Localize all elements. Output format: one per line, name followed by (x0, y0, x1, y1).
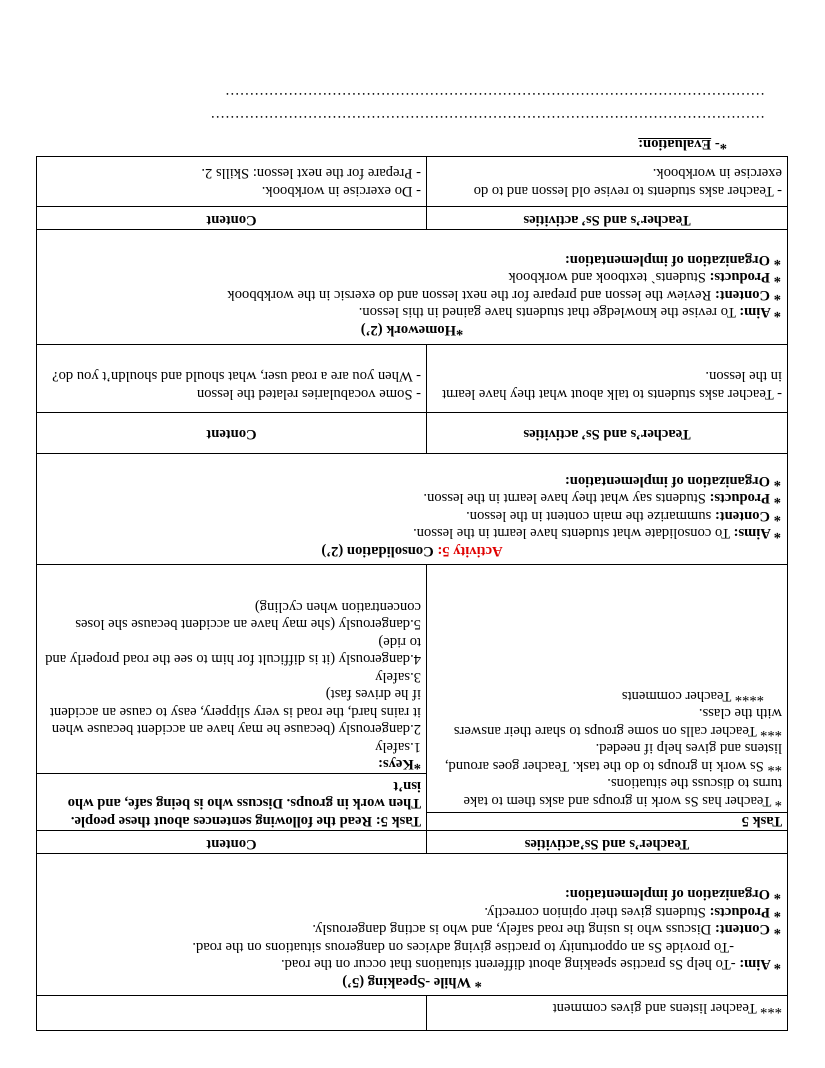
cons-products: Students say what they have learnt in the lesson. (423, 490, 706, 507)
cons-content: summarize the main content in the lesson. (466, 508, 712, 524)
task5-table (36, 564, 788, 854)
hw-header-left: Teacher’s and Ss’ activities (426, 207, 787, 229)
hw-products-label: * Products: (709, 269, 781, 286)
ws-products-label: * Products: (709, 904, 781, 920)
hw-content-1: - Do exercise in workbook. (261, 183, 421, 199)
task5-activities (426, 564, 787, 830)
cons-aims-label: * Aims: (733, 525, 781, 542)
task5-key-5: 5.dangerously (she may have an accident because she loses concentration when cycling) (75, 599, 421, 633)
hw-header-right: Content (206, 212, 257, 228)
ws-products: Students gives their opinion correctly. (484, 904, 706, 920)
evaluation-star: *- (714, 136, 727, 152)
task5-step-4: **** Teacher comments (621, 688, 764, 704)
ws-aim-label: * Aim: (739, 956, 781, 973)
task5-key-3: 3.safely (375, 669, 421, 685)
cons-aims: To consolidate what students have learnt in the lesson. (413, 525, 731, 542)
task5-label: Task 5 (741, 813, 782, 829)
cons-organization-label: * Organization of implementation: (564, 473, 781, 489)
hw-aim-label: * Aim: (739, 304, 781, 321)
task5-step-2: ** Ss work in groups to do the task. Teacher goes around, listens and gives help if needed. (444, 740, 782, 774)
ws-aim-1: -To help Ss practise speaking about different situations that occur on the road. (280, 956, 736, 973)
ws-content-label: * Content: (714, 921, 781, 938)
task5-step-3: *** Teacher calls on some groups to share their answers with the class. (453, 705, 782, 739)
consolidation-section (36, 453, 788, 565)
homework-title: *Homework (2’) (360, 322, 464, 338)
evaluation-dots-line-1: …………………………………………………………………………………………………… (210, 112, 765, 128)
top-row-right (37, 996, 426, 1030)
while-speaking-section (36, 853, 788, 995)
cons-activities: - Teacher asks students to talk about what they have learnt in the lesson. (426, 344, 787, 412)
top-row-table (36, 995, 788, 1031)
ws-aim-2: -To provide Ss an opportunity to practise giving advices on dangerous situations on the road. (192, 939, 734, 955)
cons-content-1: - Some vocabularies related the lesson (196, 386, 421, 402)
task5-step-1: * Teacher has Ss work in groups and asks them to take turns to discuss the situations. (463, 775, 782, 809)
task5-key-1: 1.safely (375, 739, 421, 755)
task5-content (37, 564, 426, 830)
task5-key-2: 2.dangerously (because he may have an accident because when it rains hard, the road is very slippery, easy to cause an accident if he drives fast) (49, 686, 421, 738)
homework-section (36, 229, 788, 345)
evaluation-dots-line-2: ………………………………………………………………………………………………… (225, 89, 765, 105)
evaluation-label: Evaluation: (638, 136, 712, 152)
cons-content-2: - When you are a road user, what should and shouldn’t you do? (52, 368, 421, 385)
task5-header-right: Content (206, 836, 257, 852)
while-speaking-title: * While -Speaking (5’) (342, 974, 482, 990)
homework-table (36, 156, 788, 230)
cons-content-label: * Content: (714, 508, 781, 524)
top-row-left: *** Teacher listens and gives comment (426, 996, 787, 1030)
hw-products: Students` textbook and workbook (508, 269, 706, 286)
cons-header-left: Teacher’s and Ss’ activities (426, 413, 787, 453)
task5-instruction: Task 5: Read the following sentences about these people. Then work in groups. Discuss who is being safe, and who isn’t (67, 778, 421, 829)
hw-content-cell (37, 156, 426, 206)
cons-header-right: Content (206, 425, 257, 442)
hw-aim: To revise the knowledge that students have gained in this lesson. (358, 304, 736, 321)
activity5-label: Activity 5: (437, 543, 503, 559)
hw-content: Review the lesson and prepare for the next lesson and do exersic in the workbbook (227, 287, 712, 303)
hw-activities: - Teacher asks students to revise old lesson and to do exercise in workbook. (426, 156, 787, 206)
consolidation-table (36, 344, 788, 454)
task5-keys-label: *Keys: (378, 756, 421, 773)
consolidation-title: Consolidation (2’) (321, 543, 434, 559)
task5-key-4: 4.dangerously (it is difficult for him to see the road properly and to ride) (45, 634, 421, 668)
ws-organization-label: * Organization of implementation: (564, 886, 781, 903)
task5-header-left: Teacher’s and Ss’activities (426, 831, 787, 853)
hw-content-2: - Prepare for the next lesson: Skills 2. (201, 165, 421, 182)
cons-content-cell (37, 344, 426, 412)
hw-content-label: * Content: (714, 287, 781, 303)
ws-content: Discuss who is using the road safely, and who is acting dangerously. (312, 921, 712, 938)
cons-products-label: * Products: (709, 490, 781, 507)
hw-organization-label: * Organization of implementation: (564, 252, 781, 268)
